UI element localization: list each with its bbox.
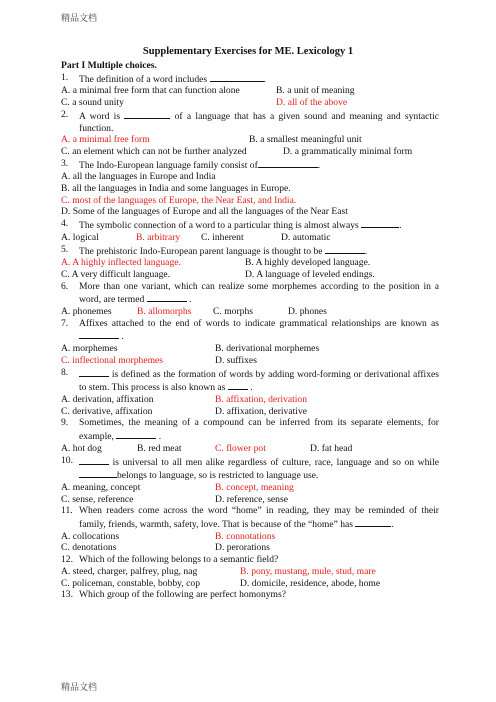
question-text: is universal to all men alike regardless of culture, race, language and so on while belongs to language, so is restricted to language use. bbox=[79, 455, 439, 482]
answer-option: D. fat head bbox=[310, 442, 353, 454]
answer-option: D. domicile, residence, abode, home bbox=[240, 577, 381, 589]
question-text: The prehistoric Indo-European parent language is thought to be . bbox=[79, 245, 368, 257]
option-row bbox=[61, 257, 439, 269]
answer-option: B. red meat bbox=[137, 442, 182, 454]
answer-option: D. A language of leveled endings. bbox=[245, 268, 375, 280]
answer-option: D. phones bbox=[288, 306, 327, 318]
answer-option: C. denotations bbox=[61, 542, 117, 554]
question-6 bbox=[61, 281, 439, 306]
question-8 bbox=[61, 367, 439, 394]
answer-option: D. affixation, derivative bbox=[215, 405, 307, 417]
question-11 bbox=[61, 505, 439, 530]
question-text: Which group of the following are perfect homonyms? bbox=[79, 589, 287, 601]
answer-option-correct: B. arbitrary bbox=[136, 231, 181, 243]
option-row bbox=[61, 406, 439, 418]
answer-option: A. steed, charger, palfrey, plug, nag bbox=[61, 565, 198, 577]
answer-blank bbox=[325, 244, 365, 254]
question-number: 10. bbox=[61, 454, 73, 466]
answer-blank bbox=[116, 429, 156, 439]
question-9 bbox=[61, 417, 439, 442]
answer-option: D. reference, sense bbox=[215, 493, 288, 505]
answer-option-correct: D. all of the above bbox=[276, 97, 348, 109]
option-row bbox=[61, 482, 439, 494]
answer-option-correct: B. pony, mustang, mule, stud, mare bbox=[240, 565, 376, 577]
answer-option-correct: C. most of the languages of Europe, the Near East, and India. bbox=[61, 194, 297, 206]
question-number: 7. bbox=[61, 317, 69, 329]
option-row bbox=[61, 97, 439, 109]
option-row bbox=[61, 394, 439, 406]
answer-option: C. policeman, constable, bobby, cop bbox=[61, 577, 200, 589]
question-2 bbox=[61, 109, 439, 134]
question-number: 13. bbox=[61, 589, 73, 601]
page-footer: 精品文档 bbox=[61, 682, 98, 692]
question-text: When readers come across the word “home” in reading, they may be reminded of their family, friends, warmth, safety, love. That is because of the “home” has . bbox=[79, 505, 439, 531]
answer-option: A. logical bbox=[61, 231, 99, 243]
answer-option-correct: C. flower pot bbox=[215, 442, 266, 454]
question-13 bbox=[61, 589, 439, 601]
answer-option: D. automatic bbox=[281, 231, 331, 243]
answer-option: A. phonemes bbox=[61, 306, 112, 318]
answer-option: B. A highly developed language. bbox=[245, 257, 371, 269]
answer-blank bbox=[79, 329, 119, 339]
option-row bbox=[61, 206, 439, 218]
answer-option: B. a unit of meaning bbox=[276, 85, 355, 97]
answer-option: B. derivational morphemes bbox=[215, 343, 320, 355]
question-number: 5. bbox=[61, 243, 69, 255]
answer-option: B. all the languages in India and some languages in Europe. bbox=[61, 183, 291, 195]
answer-option: D. a grammatically minimal form bbox=[283, 145, 413, 157]
question-number: 12. bbox=[61, 554, 73, 566]
answer-option: A. all the languages in Europe and India bbox=[61, 171, 216, 183]
option-row bbox=[61, 134, 439, 146]
question-number: 4. bbox=[61, 218, 69, 230]
question-number: 8. bbox=[61, 366, 69, 378]
option-row bbox=[61, 578, 439, 590]
page-header: 精品文档 bbox=[61, 13, 98, 23]
answer-option: D. suffixes bbox=[215, 354, 257, 366]
option-row bbox=[61, 566, 439, 578]
answer-option: C. inherent bbox=[201, 231, 244, 243]
question-5 bbox=[61, 244, 439, 258]
answer-option: C. a sound unity bbox=[61, 97, 124, 109]
option-row bbox=[61, 306, 439, 318]
question-number: 9. bbox=[61, 417, 69, 429]
question-text: More than one variant, which can realize some morphemes according to the position in a word, are termed . bbox=[79, 280, 439, 306]
answer-blank bbox=[258, 158, 318, 168]
answer-option-correct: B. affixation, derivation bbox=[215, 393, 308, 405]
question-12 bbox=[61, 554, 439, 566]
question-number: 3. bbox=[61, 157, 69, 169]
question-10 bbox=[61, 455, 439, 482]
question-3 bbox=[61, 158, 439, 172]
option-row bbox=[61, 355, 439, 367]
answer-blank bbox=[79, 468, 117, 478]
question-text: The symbolic connection of a word to a particular thing is almost always . bbox=[79, 220, 402, 232]
question-7 bbox=[61, 318, 439, 343]
option-row bbox=[61, 343, 439, 355]
exercise-body bbox=[61, 60, 439, 601]
question-text: The definition of a word includes . bbox=[79, 73, 266, 85]
answer-blank bbox=[79, 455, 109, 465]
question-number: 2. bbox=[61, 108, 69, 120]
question-text: Affixes attached to the end of words to indicate grammatical relationships are known as . bbox=[79, 317, 439, 343]
answer-option: C. A very difficult language. bbox=[61, 268, 171, 280]
question-4 bbox=[61, 218, 439, 232]
question-1 bbox=[61, 72, 439, 86]
option-row bbox=[61, 494, 439, 506]
answer-blank bbox=[210, 72, 264, 82]
answer-option: C. derivative, affixation bbox=[61, 405, 153, 417]
answer-blank bbox=[79, 367, 109, 377]
answer-blank bbox=[228, 380, 248, 390]
option-row bbox=[61, 85, 439, 97]
option-row bbox=[61, 531, 439, 543]
option-row bbox=[61, 443, 439, 455]
answer-option: A. morphemes bbox=[61, 343, 118, 355]
answer-option-correct: B. concept, meaning bbox=[215, 481, 294, 493]
question-text: Which of the following belongs to a semantic field? bbox=[79, 554, 279, 566]
option-row bbox=[61, 195, 439, 207]
question-number: 1. bbox=[61, 71, 69, 83]
answer-blank bbox=[355, 517, 391, 527]
answer-option-correct: C. inflectional morphemes bbox=[61, 354, 164, 366]
answer-blank bbox=[147, 292, 187, 302]
option-row bbox=[61, 269, 439, 281]
answer-option-correct: A. a minimal free form bbox=[61, 134, 150, 146]
answer-option: B. a smallest meaningful unit bbox=[249, 134, 362, 146]
option-row bbox=[61, 146, 439, 158]
question-number: 11. bbox=[61, 505, 73, 517]
answer-option: A. meaning, concept bbox=[61, 481, 141, 493]
answer-blank bbox=[361, 218, 399, 228]
option-row bbox=[61, 542, 439, 554]
document-title: Supplementary Exercises for ME. Lexicology 1 bbox=[142, 46, 354, 57]
option-row bbox=[61, 232, 439, 244]
question-text: is defined as the formation of words by adding word-forming or derivational affixes to stem. This process is also known as . bbox=[79, 368, 439, 394]
answer-option: A. collocations bbox=[61, 530, 120, 542]
answer-option: C. sense, reference bbox=[61, 493, 134, 505]
answer-option-correct: B. allomorphs bbox=[137, 306, 192, 318]
option-row bbox=[61, 171, 439, 183]
option-row bbox=[61, 183, 439, 195]
answer-option: D. perorations bbox=[215, 542, 270, 554]
answer-option: A. derivation, affixation bbox=[61, 393, 154, 405]
answer-option: C. morphs bbox=[213, 306, 253, 318]
answer-option: A. hot dog bbox=[61, 442, 102, 454]
question-text: A word is of a language that has a given sound and meaning and syntactic function. bbox=[79, 110, 439, 134]
answer-option-correct: A. A highly inflected language. bbox=[61, 257, 181, 269]
question-text: Sometimes, the meaning of a compound can be inferred from its separate elements, for example, . bbox=[79, 417, 439, 443]
answer-blank bbox=[124, 109, 170, 119]
question-text: The Indo-European language family consist of . bbox=[79, 159, 321, 171]
answer-option-correct: B. connotations bbox=[215, 530, 276, 542]
answer-option: C. an element which can not be further analyzed bbox=[61, 145, 247, 157]
answer-option: A. a minimal free form that can function alone bbox=[61, 85, 240, 97]
question-number: 6. bbox=[61, 280, 69, 292]
part-heading: Part I Multiple choices. bbox=[61, 60, 157, 71]
answer-option: D. Some of the languages of Europe and all the languages of the Near East bbox=[61, 206, 348, 218]
